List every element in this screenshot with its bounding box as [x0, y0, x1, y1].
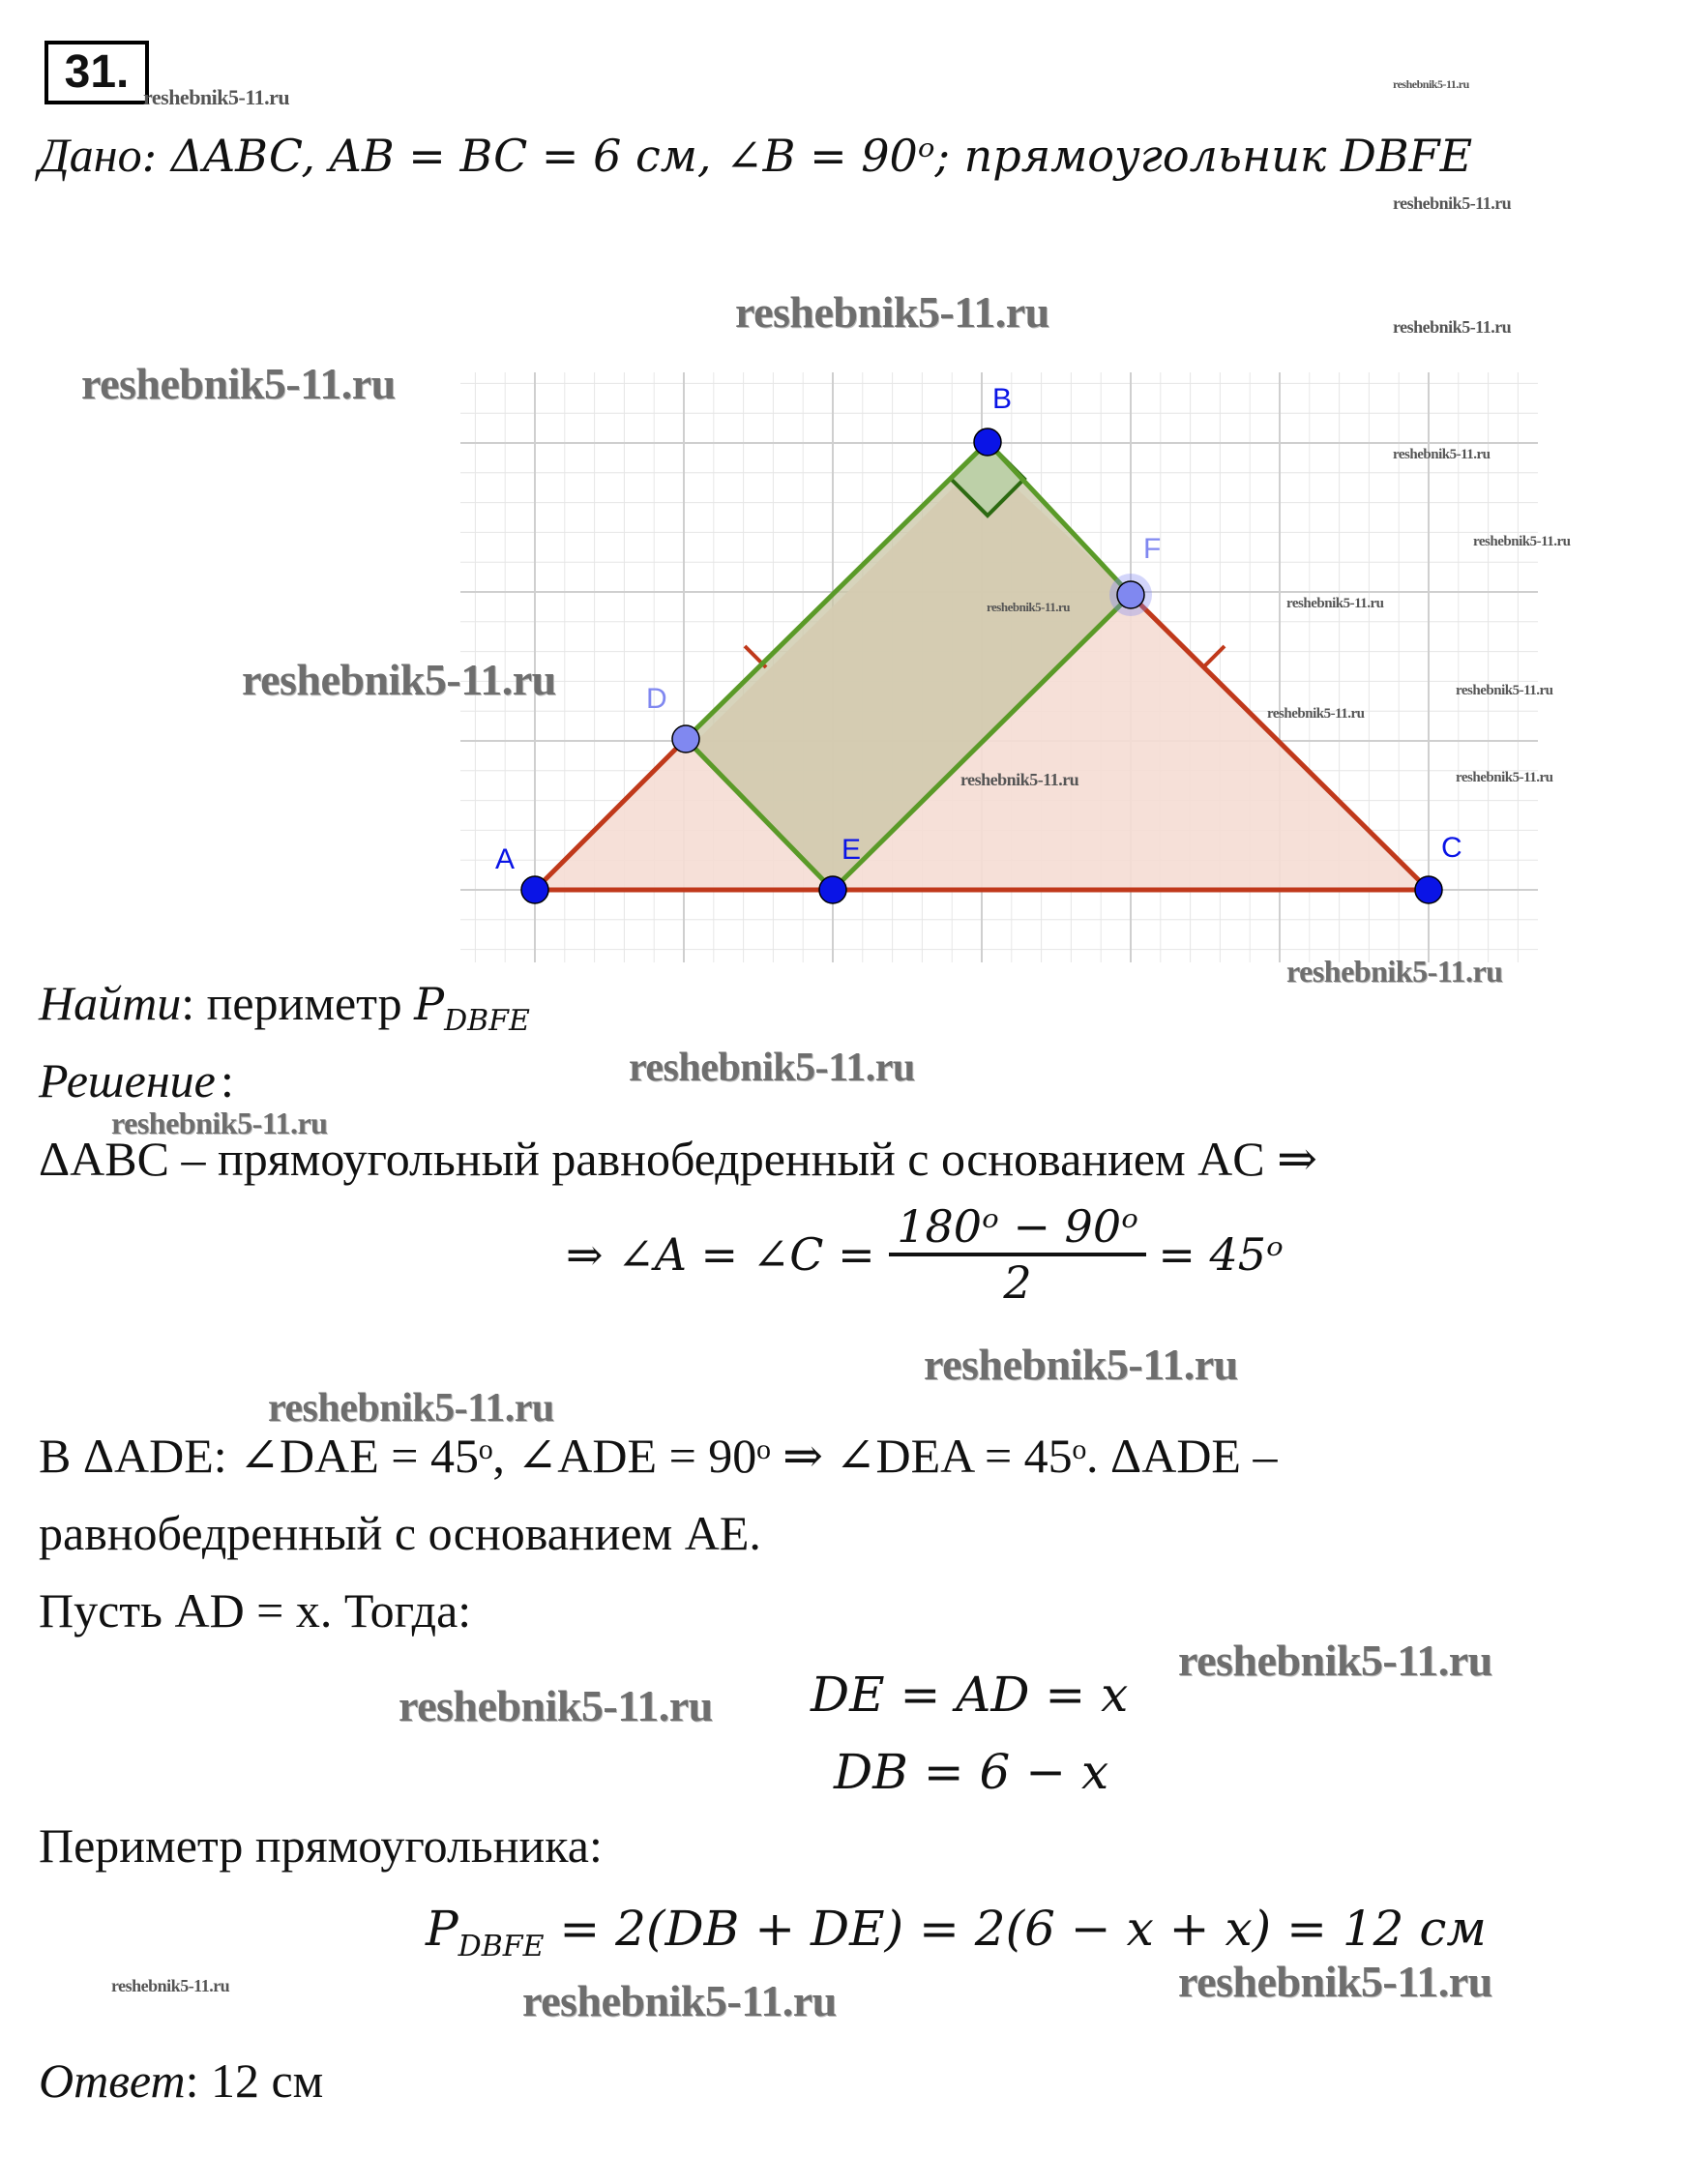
problem-number: 31.: [44, 41, 149, 104]
watermark: reshebnik5-11.ru: [143, 85, 290, 109]
eq4-sub: DBFE: [458, 1930, 545, 1963]
equation-angles: [566, 1200, 1284, 1309]
watermark: reshebnik5-11.ru: [111, 1976, 230, 1995]
watermark: reshebnik5-11.ru: [1178, 1636, 1492, 1685]
find-label: Найти: [39, 976, 182, 1030]
answer-text: : 12 см: [185, 2053, 324, 2108]
equation-perimeter: [426, 1901, 1487, 1963]
watermark: reshebnik5-11.ru: [242, 655, 556, 704]
watermark: reshebnik5-11.ru: [399, 1681, 713, 1730]
watermark: reshebnik5-11.ru: [1456, 683, 1553, 698]
answer-label: Ответ: [39, 2053, 186, 2108]
watermark: reshebnik5-11.ru: [1393, 77, 1469, 91]
watermark: reshebnik5-11.ru: [522, 1976, 837, 2025]
tick-BC: [1203, 646, 1225, 667]
watermark: reshebnik5-11.ru: [1393, 193, 1512, 213]
watermark: reshebnik5-11.ru: [1393, 447, 1491, 462]
watermark: reshebnik5-11.ru: [268, 1386, 554, 1431]
watermark: reshebnik5-11.ru: [1286, 596, 1384, 611]
point-D: [672, 725, 699, 753]
watermark: reshebnik5-11.ru: [960, 770, 1079, 789]
equation-DB: DB = 6 − x: [834, 1744, 1109, 1800]
solution-line-5: Периметр прямоугольника:: [39, 1818, 603, 1873]
watermark: reshebnik5-11.ru: [1456, 770, 1553, 785]
find-symbol: P: [414, 978, 445, 1030]
eq4-symbol: P: [426, 1901, 458, 1957]
watermark: reshebnik5-11.ru: [1267, 706, 1365, 722]
solution-line-2: В ΔADE: ∠DAE = 45ᵒ, ∠ADE = 90ᵒ ⇒ ∠DEA = 45ᵒ. ΔADE –: [39, 1429, 1278, 1483]
eq1-numerator: 180ᵒ − 90ᵒ: [889, 1204, 1146, 1256]
watermark: reshebnik5-11.ru: [629, 1046, 915, 1090]
watermark: reshebnik5-11.ru: [924, 1340, 1238, 1389]
watermark: reshebnik5-11.ru: [1393, 317, 1512, 337]
watermark: reshebnik5-11.ru: [1473, 534, 1571, 549]
find-text: : периметр: [181, 976, 415, 1030]
point-B: [974, 428, 1001, 456]
watermark: reshebnik5-11.ru: [111, 1106, 328, 1140]
find-line: [39, 976, 530, 1038]
solution-line-3: равнобедренный с основанием AE.: [39, 1506, 761, 1560]
solution-line-4: Пусть AD = x. Тогда:: [39, 1583, 472, 1638]
watermark: reshebnik5-11.ru: [1286, 954, 1503, 989]
label-F: F: [1143, 533, 1162, 565]
point-E: [819, 876, 846, 903]
solution-line-1: ΔABC – прямоугольный равнобедренный с основанием AC ⇒: [39, 1132, 1318, 1186]
watermark: reshebnik5-11.ru: [81, 359, 396, 408]
point-F: [1117, 581, 1144, 608]
watermark: reshebnik5-11.ru: [987, 600, 1071, 614]
given-label: Дано: [39, 128, 142, 182]
eq1-left: ⇒ ∠A = ∠C =: [566, 1228, 890, 1281]
eq1-right: = 45ᵒ: [1158, 1228, 1284, 1281]
eq1-fraction: [889, 1200, 1146, 1309]
watermark: reshebnik5-11.ru: [735, 287, 1049, 337]
given-line: [39, 128, 1473, 182]
answer-line: [39, 2053, 324, 2108]
solution-label: Решение: [39, 1053, 216, 1107]
equation-DE: DE = AD = x: [811, 1667, 1129, 1723]
eq4-rest: = 2(DB + DE) = 2(6 − x + x) = 12 см: [544, 1901, 1487, 1957]
point-A: [521, 876, 548, 903]
eq1-denominator: 2: [1003, 1256, 1032, 1309]
label-B: B: [992, 383, 1013, 415]
point-C: [1415, 876, 1442, 903]
label-D: D: [646, 683, 667, 715]
label-A: A: [495, 843, 516, 875]
geometry-figure: [416, 334, 1557, 972]
find-sub: DBFE: [444, 1004, 530, 1038]
given-text: : ΔABC, AB = BC = 6 см, ∠B = 90ᵒ; прямоугольник DBFE: [141, 130, 1473, 182]
watermark: reshebnik5-11.ru: [1178, 1957, 1492, 2006]
label-C: C: [1441, 832, 1462, 864]
label-E: E: [842, 834, 862, 866]
